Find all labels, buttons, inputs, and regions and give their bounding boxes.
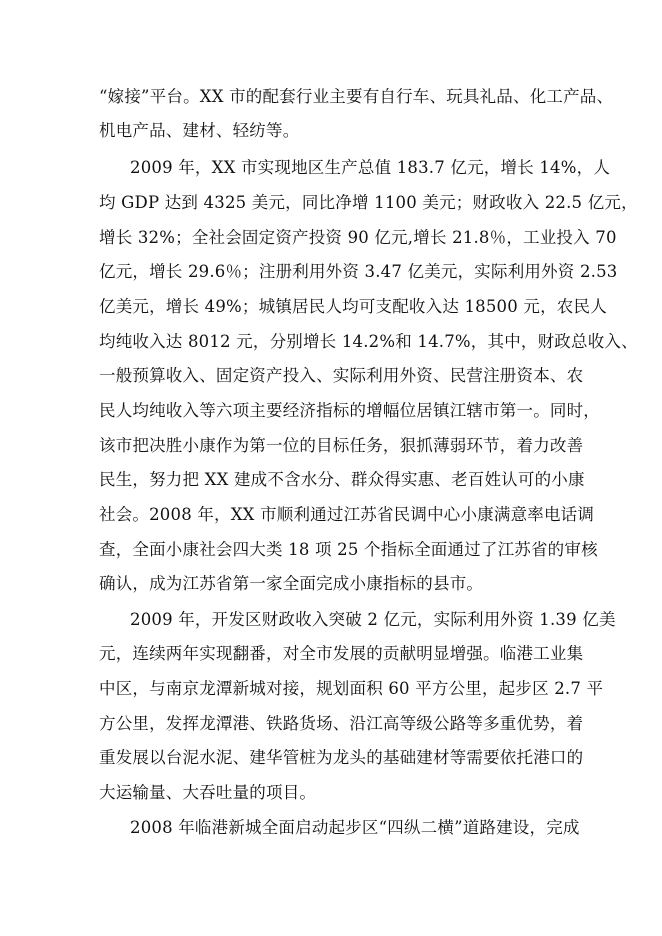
paragraph-start-line: 2008 年临港新城全面启动起步区“四纵二横”道路建设，完成 — [130, 818, 580, 837]
text-line: 确认，成为江苏省第一家全面完成小康指标的县市。 — [99, 574, 484, 593]
text-line: 方公里，发挥龙潭港、铁路货场、沿江高等级公路等多重优势，着 — [99, 714, 584, 733]
paragraph-start-line: 2009 年，开发区财政收入突破 2 亿元，实际利用外资 1.39 亿美 — [130, 610, 616, 629]
text-line: 机电产品、建材、轻纺等。 — [99, 121, 300, 140]
text-line: 中区，与南京龙潭新城对接，规划面积 60 平方公里，起步区 2.7 平 — [99, 679, 604, 698]
text-line: 社会。2008 年，XX 市顺利通过江苏省民调中心小康满意率电话调 — [99, 505, 595, 524]
text-line: 民人均纯收入等六项主要经济指标的增幅位居镇江辖市第一。同时， — [99, 401, 600, 420]
text-line: 一般预算收入、固定资产投入、实际利用外资、民营注册资本、农 — [99, 366, 584, 385]
text-line: 亿美元，增长 49%；城镇居民人均可支配收入达 18500 元，农民人 — [99, 297, 607, 316]
text-line: 元，连续两年实现翻番，对全市发展的贡献明显增强。临港工业集 — [99, 644, 584, 663]
text-line: 查，全面小康社会四大类 18 项 25 个指标全面通过了江苏省的审核 — [99, 540, 598, 559]
text-line: 增长 32%；全社会固定资产投资 90 亿元,增长 21.8％，工业投入 70 — [99, 228, 617, 247]
paragraph-start-line: 2009 年，XX 市实现地区生产总值 183.7 亿元，增长 14%，人 — [130, 158, 611, 177]
text-line: 大运输量、大吞吐量的项目。 — [99, 783, 317, 802]
text-line: 均纯收入达 8012 元，分别增长 14.2%和 14.7%，其中，财政总收入、 — [99, 332, 638, 351]
text-line: 均 GDP 达到 4325 美元，同比净增 1100 美元；财政收入 22.5 亿元， — [99, 193, 638, 212]
text-line: 重发展以台泥水泥、建华管桩为龙头的基础建材等需要依托港口的 — [99, 748, 584, 767]
text-line: 民生，努力把 XX 建成不含水分、群众得实惠、老百姓认可的小康 — [99, 470, 585, 489]
text-line: 该市把决胜小康作为第一位的目标任务，狠抓薄弱环节，着力改善 — [99, 436, 584, 455]
text-line: “嫁接”平台。XX 市的配套行业主要有自行车、玩具礼品、化工产品、 — [99, 87, 614, 106]
text-line: 亿元，增长 29.6％；注册利用外资 3.47 亿美元，实际利用外资 2.53 — [99, 262, 618, 281]
